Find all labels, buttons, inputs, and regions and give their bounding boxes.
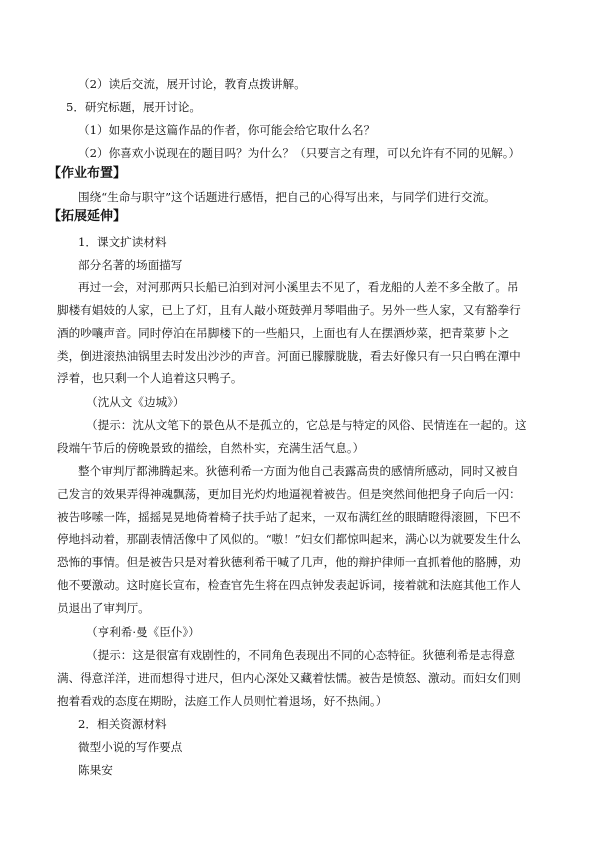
- text-line: 己发言的效果弄得神魂飘荡，更加目光灼灼地逼视着被告。但是突然间他把身子向后一闪：: [57, 487, 521, 501]
- text-line: 5．研究标题，展开讨论。: [66, 100, 201, 114]
- text-line: 恐怖的事情。但是被告只是对着狄德利希干喊了几声，他的辩护律师一直抓着他的胳膊，劝: [57, 555, 521, 569]
- text-line: 1．课文扩读材料: [78, 235, 167, 249]
- text-line: 陈果安: [78, 763, 113, 777]
- citation-line: （沈从文《边城》）: [86, 395, 185, 409]
- text-line: 浮着，也只剩一个人追着这只鸭子。: [57, 371, 243, 385]
- text-line: 微型小说的写作要点: [78, 740, 183, 754]
- text-line: 抱着看戏的态度在期盼，法庭工作人员则忙着退场，好不热闹。）: [57, 694, 388, 708]
- text-line: 被告哆嗦一阵，摇摇晃晃地倚着椅子扶手站了起来，一双布满红丝的眼睛瞪得滚圆，下巴不: [57, 510, 521, 524]
- text-line: （提示：沈从文笔下的景色从不是孤立的，它总是与特定的风俗、民情连在一起的。这: [86, 418, 527, 432]
- text-line: 满、得意洋洋，进而想得寸进尺，但内心深处又藏着怯懦。被告是愤怒、激动。而妇女们则: [57, 671, 521, 685]
- section-heading-homework: 【作业布置】: [48, 166, 127, 181]
- text-line: 停地抖动着，那副表情活像中了风似的。“嗷！”妇女们都惊叫起来，满心以为就要发生什么: [57, 532, 522, 546]
- text-line: 类，倒进滚热油锅里去时发出沙沙的声音。河面已朦朦胧胧，看去好像只有一只白鸭在潭中: [57, 349, 521, 363]
- section-heading-extension: 【拓展延伸】: [48, 209, 127, 224]
- text-line: （提示：这是很富有戏剧性的，不同角色表现出不同的心态特征。狄德利希是志得意: [86, 648, 515, 662]
- text-line: 员退出了审判厅。: [57, 601, 150, 615]
- text-line: 他不要激动。这时庭长宣布，检查官先生将在四点钟发表起诉词，接着就和法庭其他工作人: [57, 578, 521, 592]
- text-line: （2）读后交流，展开讨论，教育点拨讲解。: [78, 77, 306, 91]
- text-line: 整个审判厅都沸腾起来。狄德利希一方面为他自己表露高贵的感情所感动，同时又被自: [78, 464, 519, 478]
- text-line: 段端午节后的傍晚景致的描绘，自然朴实，充满生活气息。）: [57, 441, 365, 455]
- text-line: 脚楼有娼妓的人家，已上了灯，且有人敲小斑鼓弹月琴唱曲子。另外一些人家，又有豁拳行: [57, 303, 521, 317]
- citation-line: （亨利希·曼《臣仆》）: [86, 625, 200, 639]
- text-line: （1）如果你是这篇作品的作者，你可能会给它取什么名？: [78, 123, 376, 137]
- text-line: 围绕“生命与职守”这个话题进行感悟，把自己的心得写出来，与同学们进行交流。: [78, 190, 496, 204]
- text-line: 再过一会，对河那两只长船已泊到对河小溪里去不见了，看龙船的人差不多全散了。吊: [78, 280, 519, 294]
- text-line: 部分名著的场面描写: [78, 258, 183, 272]
- text-line: （2）你喜欢小说现在的题目吗？为什么？（只要言之有理，可以允许有不同的见解。）: [78, 146, 521, 160]
- text-line: 2．相关资源材料: [78, 717, 167, 731]
- text-line: 酒的吵嚷声音。同时停泊在吊脚楼下的一些船只，上面也有人在摆酒炒菜，把青菜萝卜之: [57, 326, 510, 340]
